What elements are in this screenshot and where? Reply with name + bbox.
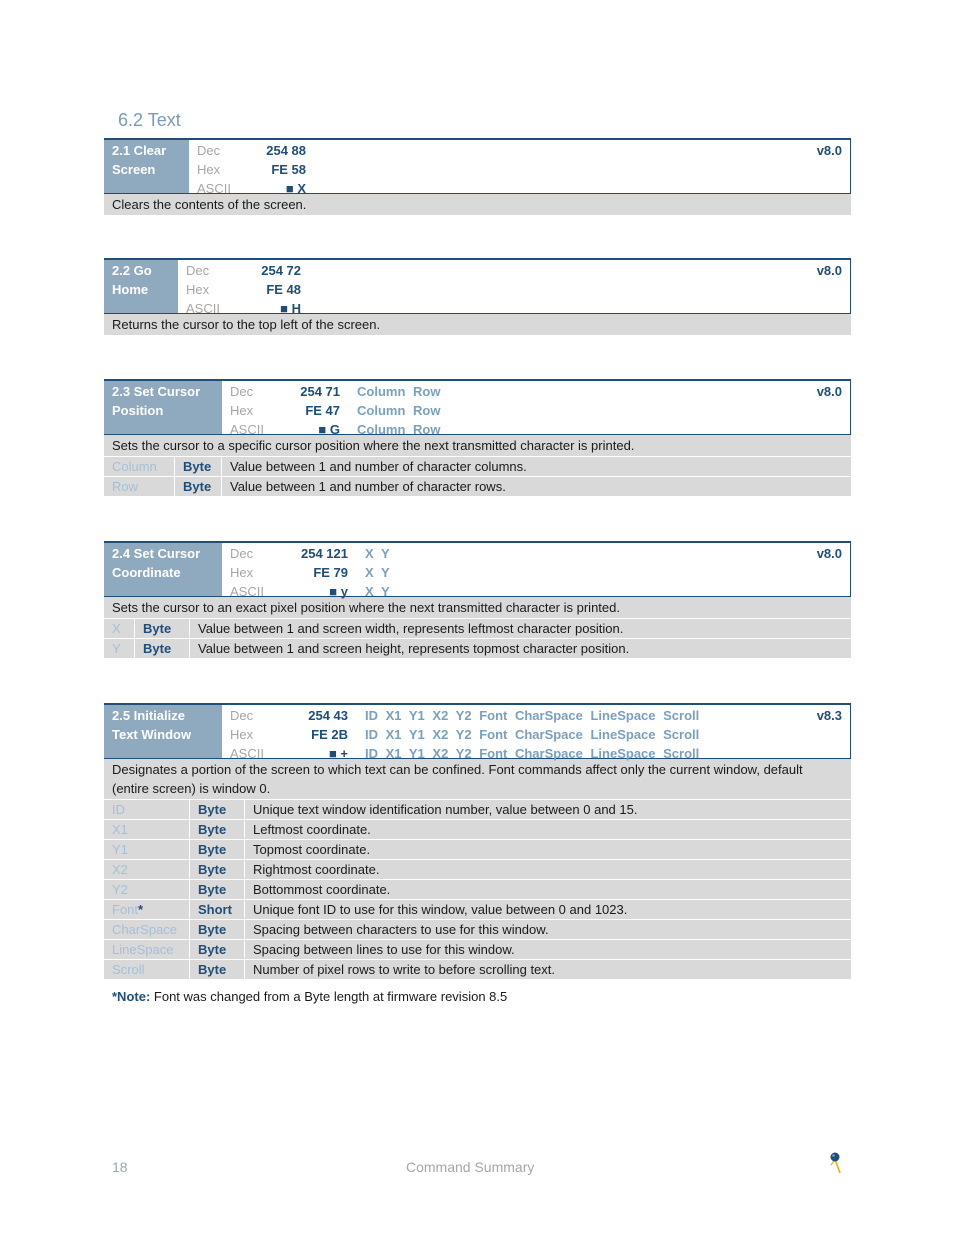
command-set-cursor-position [104, 379, 851, 497]
section-title: 6.2 Text [118, 110, 181, 130]
param-description: Value between 1 and screen width, represents leftmost character position. [198, 621, 624, 636]
dec-value: 254 43 [308, 708, 348, 723]
dec-value: 254 121 [301, 546, 348, 561]
param-type: Byte [190, 840, 245, 859]
param-list: ID X1 Y1 X2 Y2 Font CharSpace LineSpace Scroll [365, 746, 700, 761]
param-type: Byte [190, 820, 245, 839]
command-name: 2.5 Initialize Text Window [104, 705, 222, 758]
param-description: Spacing between lines to use for this window. [253, 942, 515, 957]
param-row [104, 477, 851, 497]
command-name: 2.4 Set Cursor Coordinate [104, 543, 222, 596]
command-description: Returns the cursor to the top left of the screen. [104, 314, 851, 336]
param-type: Byte [190, 960, 245, 979]
param-description: Spacing between characters to use for this window. [253, 922, 549, 937]
footnote-label: *Note: [112, 989, 151, 1004]
version-badge: v8.0 [816, 546, 842, 561]
param-type: Byte [175, 457, 222, 476]
param-name: Y1 [104, 840, 190, 859]
param-list: ID X1 Y1 X2 Y2 Font CharSpace LineSpace Scroll [365, 708, 700, 723]
param-row [104, 860, 851, 880]
param-list: Column Row [357, 384, 441, 399]
param-description: Unique text window identification number, value between 0 and 15. [253, 802, 638, 817]
param-name: LineSpace [104, 940, 190, 959]
param-name: CharSpace [104, 920, 190, 939]
param-row [104, 960, 851, 980]
param-list: ID X1 Y1 X2 Y2 Font CharSpace LineSpace Scroll [365, 727, 700, 742]
param-name: Font [112, 902, 139, 917]
param-row [104, 619, 851, 639]
param-list: X Y [365, 546, 390, 561]
param-row [104, 840, 851, 860]
command-description: Sets the cursor to an exact pixel position where the next transmitted character is printed. [104, 597, 851, 619]
hex-value: FE 48 [266, 282, 301, 297]
version-badge: v8.0 [816, 263, 842, 278]
ascii-label: ASCII [230, 746, 264, 761]
command-clear-screen [104, 138, 851, 216]
ascii-value: ■ G [318, 422, 340, 437]
param-row [104, 900, 851, 920]
param-list: X Y [365, 584, 390, 599]
version-badge: v8.3 [816, 708, 842, 723]
param-name: Y2 [104, 880, 190, 899]
dec-value: 254 71 [300, 384, 340, 399]
dec-label: Dec [230, 384, 254, 399]
param-name: X1 [104, 820, 190, 839]
ascii-label: ASCII [197, 181, 231, 196]
param-description: Topmost coordinate. [253, 842, 371, 857]
hex-value: FE 58 [271, 162, 306, 177]
param-row [104, 940, 851, 960]
param-type: Byte [190, 920, 245, 939]
dec-value: 254 88 [266, 143, 306, 158]
footnote [112, 989, 507, 1004]
param-name: Y [104, 639, 135, 658]
version-badge: v8.0 [816, 384, 842, 399]
param-row [104, 639, 851, 659]
param-type: Byte [190, 860, 245, 879]
param-description: Value between 1 and screen height, represents topmost character position. [198, 641, 630, 656]
param-row [104, 920, 851, 940]
param-row [104, 800, 851, 820]
hex-label: Hex [230, 727, 254, 742]
param-name: Column [104, 457, 175, 476]
footnote-star: * [138, 902, 144, 917]
param-description: Value between 1 and number of character rows. [230, 479, 506, 494]
param-description: Number of pixel rows to write to before scrolling text. [253, 962, 556, 977]
ascii-label: ASCII [230, 584, 264, 599]
param-description: Unique font ID to use for this window, value between 0 and 1023. [253, 902, 628, 917]
hex-value: FE 2B [311, 727, 348, 742]
ascii-label: ASCII [230, 422, 264, 437]
hex-value: FE 47 [305, 403, 340, 418]
param-name: X [104, 619, 135, 638]
dec-label: Dec [230, 708, 254, 723]
param-row [104, 820, 851, 840]
footer-title: Command Summary [406, 1159, 535, 1175]
param-name: Scroll [104, 960, 190, 979]
param-name: X2 [104, 860, 190, 879]
ascii-value: ■ X [285, 181, 306, 196]
param-description: Rightmost coordinate. [253, 862, 380, 877]
hex-label: Hex [230, 565, 254, 580]
command-name: 2.3 Set Cursor Position [104, 381, 222, 434]
param-description: Bottommost coordinate. [253, 882, 391, 897]
param-type: Byte [175, 477, 222, 496]
param-list: Column Row [357, 422, 441, 437]
dec-value: 254 72 [261, 263, 301, 278]
hex-value: FE 79 [313, 565, 348, 580]
param-type: Byte [135, 619, 190, 638]
command-name: 2.2 Go Home [104, 260, 178, 313]
param-list: X Y [365, 565, 390, 580]
param-list: Column Row [357, 403, 441, 418]
command-name: 2.1 Clear Screen [104, 140, 189, 193]
command-set-cursor-coordinate [104, 541, 851, 659]
dec-label: Dec [230, 546, 254, 561]
param-row [104, 457, 851, 477]
command-go-home [104, 258, 851, 336]
dec-label: Dec [197, 143, 221, 158]
param-name-cell [104, 900, 190, 919]
hex-label: Hex [197, 162, 221, 177]
param-type: Byte [190, 940, 245, 959]
ascii-value: ■ H [280, 301, 301, 316]
command-description: Clears the contents of the screen. [104, 194, 851, 216]
param-type: Byte [135, 639, 190, 658]
param-type: Byte [190, 880, 245, 899]
page-number: 18 [112, 1159, 128, 1175]
param-type: Short [190, 900, 245, 919]
hex-label: Hex [230, 403, 254, 418]
command-initialize-text-window [104, 703, 851, 980]
param-name: Row [104, 477, 175, 496]
footnote-text: Font was changed from a Byte length at firmware revision 8.5 [150, 989, 508, 1004]
version-badge: v8.0 [816, 143, 842, 158]
param-description: Leftmost coordinate. [253, 822, 371, 837]
ascii-value: ■ + [328, 746, 348, 761]
dec-label: Dec [186, 263, 210, 278]
param-name: ID [104, 800, 190, 819]
hex-label: Hex [186, 282, 210, 297]
param-row [104, 880, 851, 900]
pin-logo-icon [826, 1150, 846, 1179]
command-description: Sets the cursor to a specific cursor position where the next transmitted character is printed. [104, 435, 851, 457]
command-description: Designates a portion of the screen to which text can be confined. Font commands affect only the current window, default (entire screen) is window 0. [104, 759, 851, 800]
ascii-value: ■ y [329, 584, 348, 599]
param-type: Byte [190, 800, 245, 819]
ascii-label: ASCII [186, 301, 220, 316]
param-description: Value between 1 and number of character columns. [230, 459, 527, 474]
